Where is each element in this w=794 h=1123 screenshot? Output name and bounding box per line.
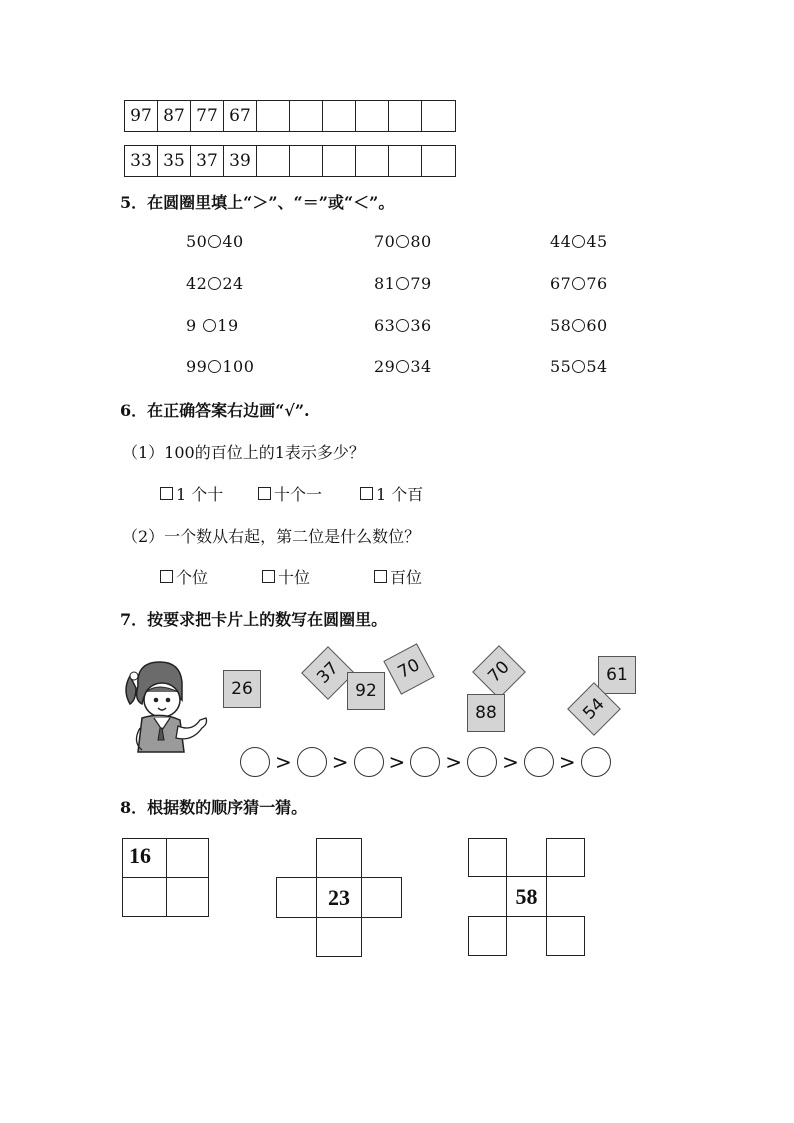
compare-right: 40 — [222, 232, 244, 251]
sequence-row-2 — [124, 145, 456, 177]
compare-right: 24 — [222, 274, 244, 293]
compare-right: 80 — [410, 232, 432, 251]
grid-cell-blank[interactable] — [468, 838, 507, 877]
compare-left: 55 — [550, 357, 572, 376]
sequence-cell: 33 — [125, 146, 158, 176]
answer-circle-icon[interactable] — [208, 277, 221, 290]
compare-right: 54 — [586, 357, 608, 376]
answer-circle-icon[interactable] — [396, 360, 409, 373]
compare-left: 9 — [186, 316, 203, 335]
q8-title: 8．根据数的顺序猜一猜。 — [120, 798, 308, 817]
sequence-blank-cell[interactable] — [257, 146, 290, 176]
sequence-blank-cell[interactable] — [389, 101, 422, 131]
sequence-cell: 35 — [158, 146, 191, 176]
grid-cell-given: 16 — [122, 838, 167, 878]
answer-circle-icon[interactable] — [396, 277, 409, 290]
grid-cell-blank[interactable] — [468, 916, 507, 956]
answer-circle-icon[interactable] — [208, 360, 221, 373]
compare-right: 60 — [586, 316, 608, 335]
compare-item[interactable] — [374, 357, 432, 376]
q6-sub1-option-2[interactable] — [258, 482, 322, 505]
q6-sub2-option-1[interactable] — [160, 565, 208, 588]
grid-cell-blank[interactable] — [276, 877, 317, 918]
q6-sub1-option-3[interactable] — [360, 482, 423, 505]
sequence-blank-cell[interactable] — [323, 146, 356, 176]
answer-circle-icon[interactable] — [396, 319, 409, 332]
grid-cell-blank[interactable] — [546, 916, 585, 956]
answer-circle-icon[interactable] — [208, 235, 221, 248]
sequence-cell: 39 — [224, 146, 257, 176]
answer-circle-icon[interactable] — [203, 319, 216, 332]
greater-than-sign: > — [558, 750, 576, 774]
compare-left: 44 — [550, 232, 572, 251]
grid-cell-blank[interactable] — [166, 838, 209, 878]
sequence-blank-cell[interactable] — [257, 101, 290, 131]
sequence-blank-cell[interactable] — [290, 101, 323, 131]
greater-than-sign: > — [388, 750, 406, 774]
number-card[interactable]: 70 — [472, 645, 526, 699]
comparison-chain — [240, 747, 611, 777]
grid-cell-given: 58 — [506, 876, 547, 917]
checkbox-icon[interactable] — [262, 570, 275, 583]
answer-ring[interactable] — [354, 747, 384, 777]
answer-circle-icon[interactable] — [572, 319, 585, 332]
compare-right: 19 — [217, 316, 239, 335]
answer-ring[interactable] — [581, 747, 611, 777]
compare-item[interactable] — [374, 274, 432, 293]
option-label: 1 个十 — [176, 485, 224, 504]
number-card[interactable]: 88 — [467, 694, 505, 732]
sequence-blank-cell[interactable] — [323, 101, 356, 131]
sequence-row-1 — [124, 100, 456, 132]
compare-left: 50 — [186, 232, 208, 251]
grid-cell-blank[interactable] — [316, 838, 362, 878]
q5-title: 5．在圆圈里填上“＞”、“＝”或“＜”。 — [120, 193, 395, 212]
compare-item[interactable] — [186, 316, 239, 335]
compare-item[interactable] — [186, 357, 254, 376]
greater-than-sign: > — [331, 750, 349, 774]
answer-ring[interactable] — [467, 747, 497, 777]
grid-cell-blank[interactable] — [166, 877, 209, 917]
q6-sub2-option-2[interactable] — [262, 565, 310, 588]
compare-right: 79 — [410, 274, 432, 293]
option-label: 十位 — [278, 568, 311, 587]
sequence-blank-cell[interactable] — [422, 101, 455, 131]
compare-item[interactable] — [186, 274, 244, 293]
option-label: 百位 — [390, 568, 423, 587]
answer-ring[interactable] — [240, 747, 270, 777]
compare-left: 70 — [374, 232, 396, 251]
answer-circle-icon[interactable] — [572, 235, 585, 248]
q6-sub1-option-1[interactable] — [160, 482, 223, 505]
compare-item[interactable] — [550, 274, 608, 293]
compare-right: 76 — [586, 274, 608, 293]
q6-sub1: （1）100的百位上的1表示多少？ — [122, 443, 365, 462]
number-card[interactable]: 92 — [347, 672, 385, 710]
greater-than-sign: > — [275, 750, 292, 774]
answer-circle-icon[interactable] — [572, 360, 585, 373]
compare-item[interactable] — [550, 232, 608, 251]
sequence-blank-cell[interactable] — [389, 146, 422, 176]
checkbox-icon[interactable] — [360, 487, 373, 500]
grid-cell-given: 23 — [316, 877, 362, 918]
compare-left: 63 — [374, 316, 396, 335]
compare-left: 42 — [186, 274, 208, 293]
answer-ring[interactable] — [297, 747, 327, 777]
sequence-blank-cell[interactable] — [356, 146, 389, 176]
number-card[interactable]: 61 — [598, 656, 636, 694]
compare-item[interactable] — [374, 232, 432, 251]
answer-circle-icon[interactable] — [396, 235, 409, 248]
greater-than-sign: > — [502, 750, 519, 774]
compare-left: 29 — [374, 357, 396, 376]
compare-left: 58 — [550, 316, 572, 335]
option-label: 个位 — [176, 568, 209, 587]
compare-item[interactable] — [550, 316, 608, 335]
compare-right: 34 — [410, 357, 432, 376]
grid-cell-blank[interactable] — [122, 877, 167, 917]
sequence-blank-cell[interactable] — [356, 101, 389, 131]
checkbox-icon[interactable] — [374, 570, 387, 583]
compare-right: 45 — [586, 232, 608, 251]
compare-left: 67 — [550, 274, 572, 293]
q7-title: 7．按要求把卡片上的数写在圆圈里。 — [120, 610, 388, 629]
checkbox-icon[interactable] — [160, 570, 173, 583]
number-card[interactable]: 26 — [223, 670, 261, 708]
sequence-cell: 67 — [224, 101, 257, 131]
compare-item[interactable] — [186, 232, 244, 251]
compare-left: 99 — [186, 357, 208, 376]
compare-item[interactable] — [550, 357, 608, 376]
q6-sub2-option-3[interactable] — [374, 565, 422, 588]
number-card[interactable]: 37 — [301, 646, 355, 700]
grid-cell-blank[interactable] — [361, 877, 402, 918]
q6-sub2: （2）一个数从右起，第二位是什么数位？ — [122, 527, 421, 546]
grid-cell-blank[interactable] — [316, 917, 362, 957]
number-card[interactable]: 70 — [383, 643, 434, 694]
sequence-blank-cell[interactable] — [422, 146, 455, 176]
answer-ring[interactable] — [410, 747, 440, 777]
sequence-blank-cell[interactable] — [290, 146, 323, 176]
checkbox-icon[interactable] — [160, 487, 173, 500]
sequence-cell: 97 — [125, 101, 158, 131]
sequence-cell: 37 — [191, 146, 224, 176]
grid-cell-blank[interactable] — [546, 838, 585, 877]
checkbox-icon[interactable] — [258, 487, 271, 500]
girl-illustration-icon — [118, 656, 210, 756]
answer-circle-icon[interactable] — [572, 277, 585, 290]
compare-left: 81 — [374, 274, 396, 293]
number-card[interactable]: 54 — [567, 682, 621, 736]
q6-title: 6．在正确答案右边画“√”. — [120, 401, 310, 420]
sequence-cell: 87 — [158, 101, 191, 131]
sequence-cell: 77 — [191, 101, 224, 131]
compare-item[interactable] — [374, 316, 432, 335]
answer-ring[interactable] — [524, 747, 554, 777]
compare-right: 100 — [222, 357, 255, 376]
option-label: 十个一 — [274, 485, 323, 504]
compare-right: 36 — [410, 316, 432, 335]
greater-than-sign: > — [445, 750, 463, 774]
option-label: 1 个百 — [376, 485, 424, 504]
